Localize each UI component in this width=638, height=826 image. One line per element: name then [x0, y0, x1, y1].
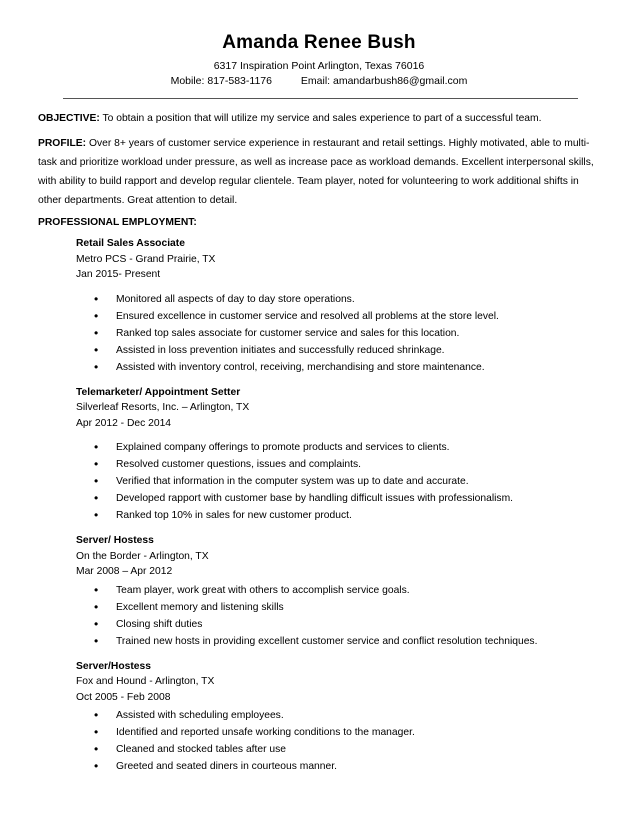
job-title: Retail Sales Associate	[76, 238, 185, 249]
address: 6317 Inspiration Point Arlington, Texas 76016	[213, 60, 425, 72]
job-entry	[76, 236, 600, 376]
job-title: Server/ Hostess	[76, 535, 154, 546]
list-item: • Excellent memory and listening skills	[76, 599, 600, 616]
job-company: Metro PCS - Grand Prairie, TX	[76, 253, 216, 265]
job-company: Silverleaf Resorts, Inc. – Arlington, TX	[76, 402, 250, 413]
job-title: Server/Hostess	[76, 660, 151, 672]
job-dates: Apr 2012 - Dec 2014	[76, 417, 172, 429]
job-company: On the Border - Arlington, TX	[76, 550, 209, 562]
contact-line	[0, 75, 638, 87]
list-item: • Closing shift duties	[76, 616, 600, 633]
list-item: • Developed rapport with customer base by handling difficult issues with professionalism.	[76, 490, 600, 507]
list-item: • Greeted and seated diners in courteous manner.	[76, 758, 600, 775]
list-item: • Cleaned and stocked tables after use	[76, 741, 600, 758]
list-item: • Trained new hosts in providing excellent customer service and conflict resolution techniques.	[76, 633, 600, 650]
objective-section	[38, 109, 600, 128]
job-title: Telemarketer/ Appointment Setter	[76, 386, 241, 398]
job-duties	[76, 439, 600, 524]
job-entry	[76, 659, 600, 776]
job-dates: Mar 2008 – Apr 2012	[76, 566, 173, 577]
resume-header	[0, 0, 638, 99]
objective-text: To obtain a position that will utilize my service and sales experience to part of a successful team.	[102, 113, 542, 124]
list-item: • Identified and reported unsafe working conditions to the manager.	[76, 724, 600, 741]
list-item: • Explained company offerings to promote products and services to clients.	[76, 439, 600, 456]
header-divider	[63, 95, 578, 99]
list-item: • Ranked top sales associate for customer service and sales for this location.	[76, 325, 600, 342]
list-item: • Team player, work great with others to accomplish service goals.	[76, 582, 600, 599]
job-duties	[76, 707, 600, 775]
job-company: Fox and Hound - Arlington, TX	[76, 676, 215, 687]
profile-text: Over 8+ years of customer service experience in restaurant and retail settings. Highly motivated, able to multi-task and prioritize workload under pressure, as well as increase pace as workload demands. Excellent interpersonal skills, with ability to build rapport and develop regular clientele. Team player, noted for volunteering to work additional shifts in other departments. Great attention to detail.	[38, 138, 594, 206]
profile-label: PROFILE:	[38, 138, 87, 149]
profile-section	[38, 134, 600, 210]
objective-label: OBJECTIVE:	[38, 113, 100, 124]
candidate-name: Amanda Renee Bush	[222, 32, 416, 53]
job-entry	[76, 533, 600, 650]
list-item: • Assisted in loss prevention initiates and successfully reduced shrinkage.	[76, 342, 600, 359]
job-dates: Oct 2005 - Feb 2008	[76, 691, 171, 703]
mobile: Mobile: 817-583-1176	[170, 75, 272, 87]
list-item: • Ranked top 10% in sales for new customer product.	[76, 507, 600, 524]
list-item: • Ensured excellence in customer service and resolved all problems at the store level.	[76, 308, 600, 325]
list-item: • Resolved customer questions, issues and complaints.	[76, 456, 600, 473]
list-item: • Assisted with inventory control, receiving, merchandising and store maintenance.	[76, 359, 600, 376]
list-item: • Verified that information in the computer system was up to date and accurate.	[76, 473, 600, 490]
employment-heading: PROFESSIONAL EMPLOYMENT:	[38, 217, 197, 228]
list-item: • Monitored all aspects of day to day store operations.	[76, 291, 600, 308]
email: Email: amandarbush86@gmail.com	[300, 75, 468, 87]
job-entry	[76, 385, 600, 525]
job-duties	[76, 291, 600, 376]
job-dates: Jan 2015- Present	[76, 269, 161, 280]
resume-body	[0, 109, 638, 775]
list-item: • Assisted with scheduling employees.	[76, 707, 600, 724]
job-duties	[76, 582, 600, 650]
